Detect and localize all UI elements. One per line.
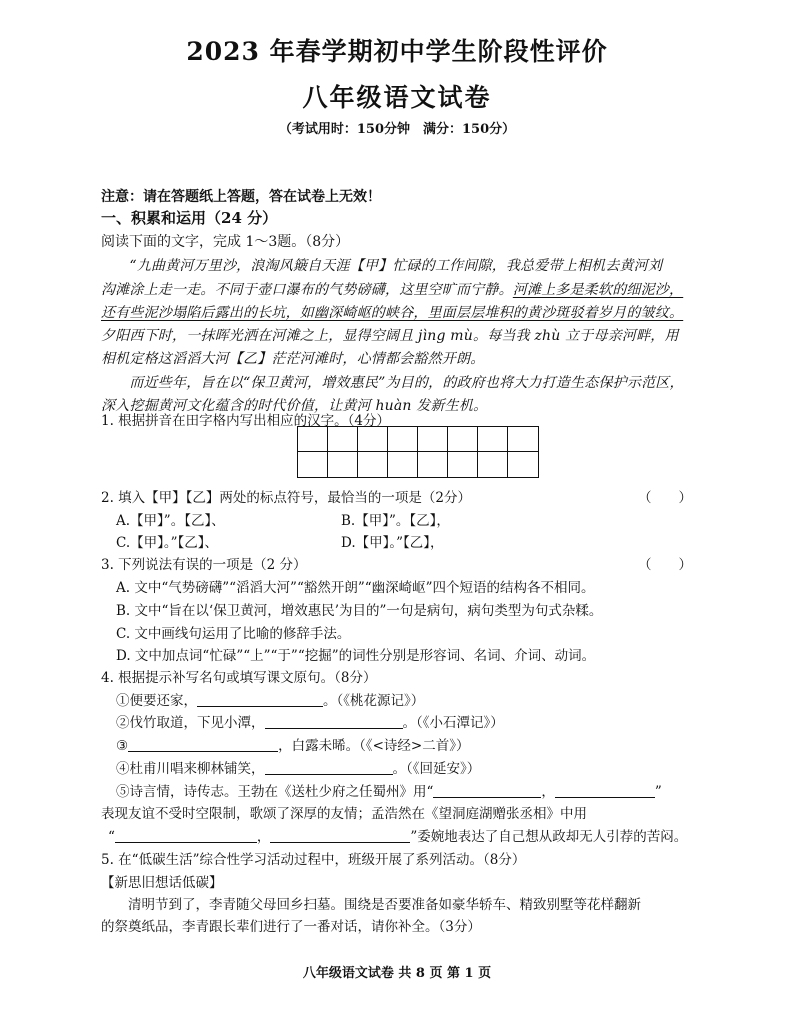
q2-option-d[interactable]: D.【甲】。”【乙】，	[341, 535, 444, 551]
passage-line: 深入挖掘黄河文化蕴含的时代价值，让黄河 huàn 发新生机。	[101, 398, 488, 414]
q5-text: 清明节到了，李青随父母回乡扫墓。围绕是否要准备如豪华轿车、精致别墅等花样翻新	[101, 897, 641, 913]
q2-option-b[interactable]: B.【甲】”。【乙】，	[341, 513, 450, 529]
underlined-sentence: 还有些泥沙塌陷后露出的长坑，如幽深崎岖的峡谷，里面层层堆积的黄沙斑驳着岁月的皱纹。	[101, 305, 684, 321]
q3-option-c[interactable]: C. 文中画线句运用了比喻的修辞手法。	[116, 626, 351, 642]
passage-segment: 沟滩涂上走一走。不同于壶口瀑布的气势磅礴，这里空旷而宁静。	[101, 282, 513, 298]
exam-subtitle: 八年级语文试卷	[302, 83, 492, 112]
q4-item5-blanks: “ ， ”委婉地表达了自己想从政却无人引荐的苦闷。	[108, 829, 688, 845]
reading-intro: 阅读下面的文字，完成 1～3题。（8分）	[101, 234, 350, 250]
q2-stem: 2. 填入【甲】【乙】两处的标点符号，最恰当的一项是（2分）	[101, 490, 472, 506]
q3-option-d[interactable]: D. 文中加点词“忙碌”“上”“于”“挖掘”的词性分别是形容词、名词、介词、动词。	[116, 648, 596, 664]
q2-answer-paren[interactable]: （ ）	[638, 490, 692, 506]
passage-line: 夕阳西下时，一抹晖光洒在河滩之上，显得空阔且 jìng mù。每当我 zhù 立于母亲河畔，用	[101, 328, 679, 344]
q3-option-b[interactable]: B. 文中“旨在以‘保卫黄河，增效惠民’为目的”一句是病句，病句类型为句式杂糅。	[116, 603, 603, 619]
answer-blank[interactable]	[265, 714, 403, 729]
answer-blank[interactable]	[433, 783, 541, 798]
q4-item5-text: 表现友谊不受时空限制，歌颂了深厚的友情；孟浩然在《望洞庭湖赠张丞相》中用	[101, 806, 587, 822]
page-footer: 八年级语文试卷 共 8 页 第 1 页	[302, 966, 492, 981]
answer-blank[interactable]	[115, 828, 257, 843]
exam-title: 2023 年春学期初中学生阶段性评价	[186, 37, 608, 66]
q3-answer-paren[interactable]: （ ）	[638, 557, 692, 573]
q4-item: ③ ，白露未晞。（《<诗经>二首》）	[116, 738, 470, 754]
notice: 注意：请在答题纸上答题，答在试卷上无效！	[101, 189, 381, 205]
q4-stem: 4. 根据提示补写名句或填写课文原句。（8分）	[101, 670, 377, 686]
passage-line: 相机定格这滔滔大河【乙】茫茫河滩时，心情都会豁然开朗。	[101, 351, 485, 367]
answer-blank[interactable]	[270, 828, 410, 843]
q5-stem: 5. 在“低碳生活”综合性学习活动过程中，班级开展了系列活动。（8分）	[101, 852, 526, 868]
q4-item: ④杜甫川唱来柳林铺笑， 。（《回延安》）	[116, 761, 481, 777]
section-heading: 一、积累和运用（24 分）	[101, 209, 278, 227]
q2-option-a[interactable]: A.【甲】”。【乙】、	[116, 513, 225, 529]
q4-item5: ⑤诗言情，诗传志。王勃在《送杜少府之任蜀州》用“ ， ”	[116, 784, 662, 800]
q4-item: ②伐竹取道，下见小潭， 。（《小石潭记》）	[116, 715, 504, 731]
underlined-sentence: 河滩上多是柔软的细泥沙，	[512, 282, 684, 298]
q2-option-c[interactable]: C.【甲】。”【乙】、	[116, 535, 219, 551]
q3-option-a[interactable]: A. 文中“气势磅礴”“滔滔大河”“豁然开朗”“幽深崎岖”四个短语的结构各不相同。	[116, 580, 595, 596]
answer-blank[interactable]	[197, 692, 323, 707]
passage-line	[101, 279, 683, 299]
q1-stem: 1. 根据拼音在田字格内写出相应的汉字。（4分）	[101, 413, 391, 429]
q4-item: ①便要还家， 。（《桃花源记》）	[116, 693, 425, 709]
q5-subheading: 【新思旧想话低碳】	[101, 875, 223, 891]
passage-line: “九曲黄河万里沙，浪淘风簸自天涯【甲】忙碌的工作间隙，我总爱带上相机去黄河刘	[101, 258, 663, 274]
q5-text: 的祭奠纸品，李青跟长辈们进行了一番对话，请你补全。（3分）	[101, 919, 481, 935]
answer-blank[interactable]	[128, 737, 278, 752]
answer-blank[interactable]	[555, 783, 655, 798]
tianzige-grid[interactable]	[297, 426, 539, 478]
passage-line: 而近些年，旨在以“保卫黄河，增效惠民”为目的，的政府也将大力打造生态保护示范区，	[101, 375, 684, 391]
answer-blank[interactable]	[265, 760, 393, 775]
q3-stem: 3. 下列说法有误的一项是（2 分）	[101, 557, 307, 573]
exam-info: （考试用时：150分钟 满分：150分）	[278, 122, 516, 137]
